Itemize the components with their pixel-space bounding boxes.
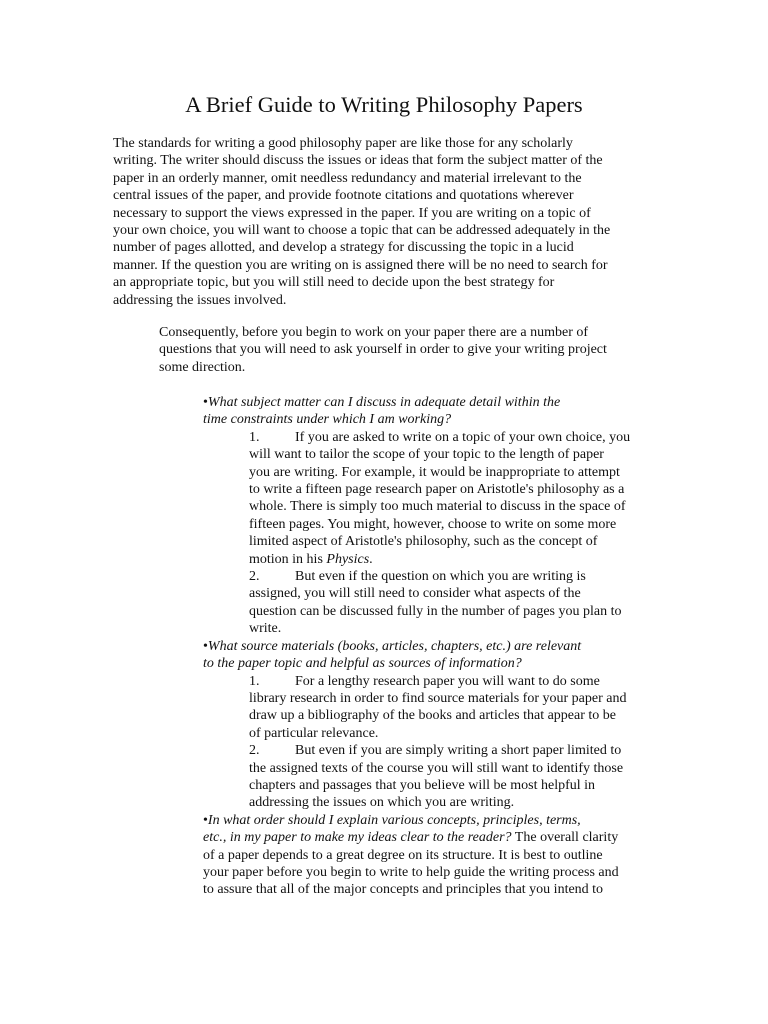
text-line: an appropriate topic, but you will still need to decide upon the best strategy for: [113, 275, 555, 291]
question-item-1: [203, 394, 655, 638]
punctuation: .: [369, 551, 373, 567]
question-text: What subject matter can I discuss in adequate detail within the: [207, 395, 561, 410]
text-line: write.: [249, 621, 282, 637]
question-text: time constraints under which I am working?: [203, 412, 452, 428]
text-line: necessary to support the views expressed in the paper. If you are writing on a topic of: [113, 205, 591, 221]
question-item-3: [203, 812, 655, 899]
text-line: to assure that all of the major concepts and principles that you intend to: [203, 882, 604, 898]
text-line: If you are asked to write on a topic of your own choice, you: [295, 429, 631, 445]
bullet-icon: •: [203, 638, 208, 654]
numbered-item-2: [249, 742, 655, 812]
text-line: addressing the issues on which you are writing.: [249, 795, 515, 811]
item-number: 1.: [249, 673, 260, 689]
item-number: 1.: [249, 429, 260, 445]
text-line: questions that you will need to ask yourself in order to give your writing project: [159, 342, 607, 358]
bullet-icon: •: [203, 395, 208, 410]
text-line: the assigned texts of the course you will still want to identify those: [249, 760, 624, 776]
numbered-item-2: [249, 568, 655, 638]
question-text: In what order should I explain various concepts, principles, terms,: [207, 812, 581, 828]
text-line: manner. If the question you are writing on is assigned there will be no need to search for: [113, 257, 608, 273]
text-line: fifteen pages. You might, however, choose to write on some more: [249, 516, 617, 532]
numbered-item-1: [249, 673, 655, 743]
text-line: of particular relevance.: [249, 725, 379, 741]
text-line: whole. There is simply too much material to discuss in the space of: [249, 499, 626, 515]
text-line: central issues of the paper, and provide footnote citations and quotations wherever: [113, 188, 574, 204]
question-item-2: [203, 638, 655, 812]
text-line: The overall clarity: [511, 830, 619, 846]
text-line: number of pages allotted, and develop a strategy for discussing the topic in a lucid: [113, 240, 574, 256]
text-line: of a paper depends to a great degree on its structure. It is best to outline: [203, 847, 603, 863]
text-line: writing. The writer should discuss the issues or ideas that form the subject matter of the: [113, 153, 603, 169]
question-list: [203, 394, 655, 899]
text-line: library research in order to find source materials for your paper and: [249, 690, 627, 706]
book-title: Physics: [326, 551, 370, 567]
item-number: 2.: [249, 743, 260, 759]
text-line: draw up a bibliography of the books and articles that appear to be: [249, 708, 616, 724]
bullet-icon: •: [203, 812, 208, 828]
question-text: etc., in my paper to make my ideas clear to the reader?: [203, 830, 512, 846]
text-line: Consequently, before you begin to work on your paper there are a number of: [159, 325, 589, 340]
text-line: But even if the question on which you are writing is: [295, 569, 586, 585]
text-line: to write a fifteen page research paper on Aristotle's philosophy as a: [249, 482, 625, 498]
item-number: 2.: [249, 569, 260, 585]
text-line: For a lengthy research paper you will want to do some: [295, 673, 600, 689]
text-line: paper in an orderly manner, omit needless redundancy and material irrelevant to the: [113, 170, 582, 186]
text-line: motion in his: [249, 551, 327, 567]
text-line: addressing the issues involved.: [113, 292, 287, 308]
text-line: chapters and passages that you believe will be most helpful in: [249, 777, 596, 793]
text-line: question can be discussed fully in the number of pages you plan to: [249, 603, 622, 619]
intro-paragraph: [113, 135, 655, 309]
consequently-paragraph: [159, 324, 655, 376]
numbered-item-1: [249, 429, 655, 568]
text-line: your own choice, you will want to choose a topic that can be addressed adequately in the: [113, 223, 611, 239]
text-line: your paper before you begin to write to help guide the writing process and: [203, 864, 619, 880]
page-title: A Brief Guide to Writing Philosophy Papers: [185, 92, 583, 117]
question-text: to the paper topic and helpful as sources of information?: [203, 656, 522, 672]
question-text: What source materials (books, articles, chapters, etc.) are relevant: [207, 638, 582, 654]
text-line: assigned, you will still need to consider what aspects of the: [249, 586, 581, 602]
text-line: The standards for writing a good philosophy paper are like those for any scholarly: [113, 136, 573, 151]
text-line: limited aspect of Aristotle's philosophy, such as the concept of: [249, 534, 598, 550]
text-line: you are writing. For example, it would be inappropriate to attempt: [249, 464, 620, 480]
text-line: will want to tailor the scope of your topic to the length of paper: [249, 447, 604, 463]
text-line: But even if you are simply writing a short paper limited to: [295, 743, 622, 759]
text-line: some direction.: [159, 359, 246, 375]
